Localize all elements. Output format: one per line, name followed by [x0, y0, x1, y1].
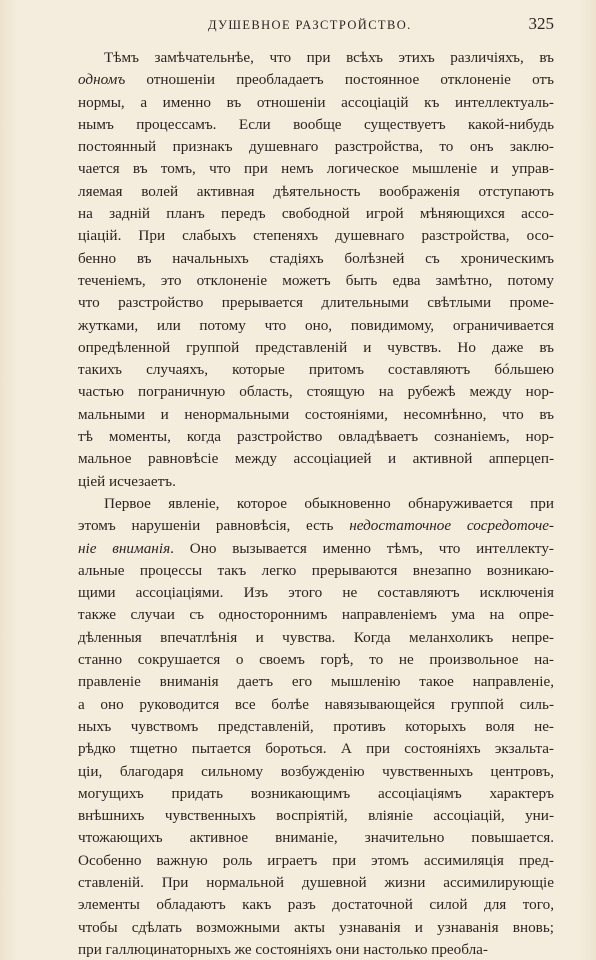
text-segment: ставленій. При нормальной душевной жизни ассимилирующіе [78, 873, 554, 891]
italic-text: одномъ [78, 71, 126, 89]
text-line [78, 783, 554, 805]
text-line [78, 649, 554, 671]
page-number: 325 [528, 14, 554, 33]
paragraph [78, 493, 554, 960]
text-line [78, 359, 554, 381]
text-segment: постоянный признакъ душевнаго разстройства, то онъ заклю- [78, 138, 554, 156]
text-segment: также случаи съ одностороннимъ направленіемъ ума на опре- [78, 606, 554, 624]
text-segment: ціи, благодаря сильному возбужденію чувственныхъ центровъ, [78, 762, 554, 780]
text-segment: ляемая волей активная дѣятельность воображенія отступаютъ [78, 182, 554, 200]
text-segment: нормы, а именно въ отношеніи ассоціацій къ интеллектуаль- [78, 93, 554, 111]
text-line [78, 738, 554, 760]
text-line [78, 939, 554, 960]
text-line [78, 894, 554, 916]
text-line [78, 538, 554, 560]
text-line [78, 181, 554, 203]
running-head: ДУШЕВНОЕ РАЗСТРОЙСТВО. [208, 18, 412, 32]
text-line [78, 248, 554, 270]
text-segment: Особенно важную роль играетъ при этомъ ассимиляція пред- [78, 851, 554, 869]
text-segment: что разстройство прерывается длительными свѣтлыми проме- [78, 294, 554, 312]
text-line [78, 827, 554, 849]
text-segment: жутками, или потому что оно, повидимому, ограничивается [78, 316, 554, 334]
text-line [78, 694, 554, 716]
text-line [78, 426, 554, 448]
text-line [78, 69, 554, 91]
text-segment: на задній планъ передъ свободной игрой мѣняющихся ассо- [78, 205, 554, 223]
text-line [78, 114, 554, 136]
text-segment: чтожающихъ активное вниманіе, значительно повышается. [78, 829, 554, 847]
text-segment: нымъ процессамъ. Если вообще существуетъ какой-нибудь [78, 115, 554, 133]
text-line [78, 337, 554, 359]
text-segment: правленіе вниманія даетъ его мышленію такое направленіе, [78, 673, 554, 691]
text-segment: мальными и ненормальными состояніями, несомнѣнно, что въ [78, 405, 554, 423]
text-segment: альные процессы такъ легко прерываются внезапно возникаю- [78, 561, 554, 579]
paragraph [78, 47, 554, 493]
text-line [78, 471, 554, 493]
text-line [78, 404, 554, 426]
text-line [78, 92, 554, 114]
text-segment: станно сокрушается о своемъ горѣ, то не произвольное на- [78, 651, 554, 669]
italic-text: ніе вниманія [78, 539, 171, 557]
text-segment: тѣ моменты, когда разстройство овладѣваетъ сознаніемъ, нор- [78, 428, 554, 446]
text-segment: Тѣмъ замѣчательнѣе, что при всѣхъ этихъ различіяхъ, въ [104, 49, 554, 66]
text-line [78, 872, 554, 894]
text-line [78, 270, 554, 292]
text-segment: этомъ нарушеніи равновѣсія, есть [78, 517, 350, 535]
text-segment: а оно руководится все болѣе навязывающейся группой силь- [78, 695, 554, 713]
text-line [78, 47, 554, 69]
text-segment: щими ассоціаціями. Изъ этого не составляютъ исключенія [78, 584, 554, 602]
text-line [78, 582, 554, 604]
text-segment: . Оно вызывается именно тѣмъ, что интеллекту- [170, 539, 554, 557]
text-line [78, 203, 554, 225]
text-line [78, 292, 554, 314]
text-line [78, 850, 554, 872]
text-segment: элементы обладаютъ какъ разъ достаточной силой для того, [78, 896, 554, 914]
text-segment: опредѣленной группой представленій и чувствъ. Но даже въ [78, 338, 554, 356]
text-line [78, 761, 554, 783]
text-segment: бенно въ начальныхъ стадіяхъ болѣзней съ хроническимъ [78, 249, 554, 267]
text-line [78, 315, 554, 337]
text-line [78, 716, 554, 738]
text-line [78, 493, 554, 515]
text-segment: рѣдко тщетно пытается бороться. А при состояніяхъ экзальта- [78, 740, 554, 758]
text-line [78, 158, 554, 180]
body-text [78, 47, 554, 960]
text-line [78, 560, 554, 582]
text-line [78, 671, 554, 693]
italic-text: недостаточное сосредоточе- [349, 517, 554, 535]
text-segment: частью пограничную область, стоящую на рубежѣ между нор- [78, 383, 554, 401]
text-segment: при галлюцинаторныхъ же состояніяхъ они настолько преобла- [78, 940, 488, 958]
text-line [78, 225, 554, 247]
text-segment: Первое явленіе, которое обыкновенно обнаруживается при [104, 494, 554, 512]
page-header [78, 12, 554, 36]
text-segment: ціацій. При слабыхъ степеняхъ душевнаго разстройства, осо- [78, 227, 554, 245]
text-line [78, 627, 554, 649]
text-segment: дѣленныя впечатлѣнія и чувства. Когда меланхоликъ непре- [78, 628, 554, 646]
text-line [78, 604, 554, 626]
text-segment: чается въ томъ, что при немъ логическое мышленіе и управ- [78, 160, 554, 178]
text-segment: ныхъ чувствомъ представленій, противъ которыхъ воля не- [78, 717, 554, 735]
text-line [78, 381, 554, 403]
text-segment: отношеніи преобладаетъ постоянное отклоненіе отъ [125, 71, 554, 89]
text-line [78, 448, 554, 470]
text-segment: ціей исчезаетъ. [78, 472, 176, 490]
text-line [78, 917, 554, 939]
text-line [78, 515, 554, 537]
text-line [78, 136, 554, 158]
text-segment: мальное равновѣсіе между ассоціацией и активной апперцеп- [78, 450, 554, 468]
text-line [78, 805, 554, 827]
text-segment: внѣшнихъ чувственныхъ воспріятій, вліяніе ассоціацій, уни- [78, 807, 554, 825]
text-segment: теченіемъ, это отклоненіе можетъ быть едва замѣтно, потому [78, 271, 554, 289]
text-segment: могущихъ придать возникающимъ ассоціаціямъ характеръ [78, 784, 554, 802]
text-segment: чтобы сдѣлать возможными акты узнаванія и узнаванія вновь; [78, 918, 554, 936]
text-segment: такихъ случаяхъ, которые притомъ составляютъ бóльшею [78, 361, 554, 379]
